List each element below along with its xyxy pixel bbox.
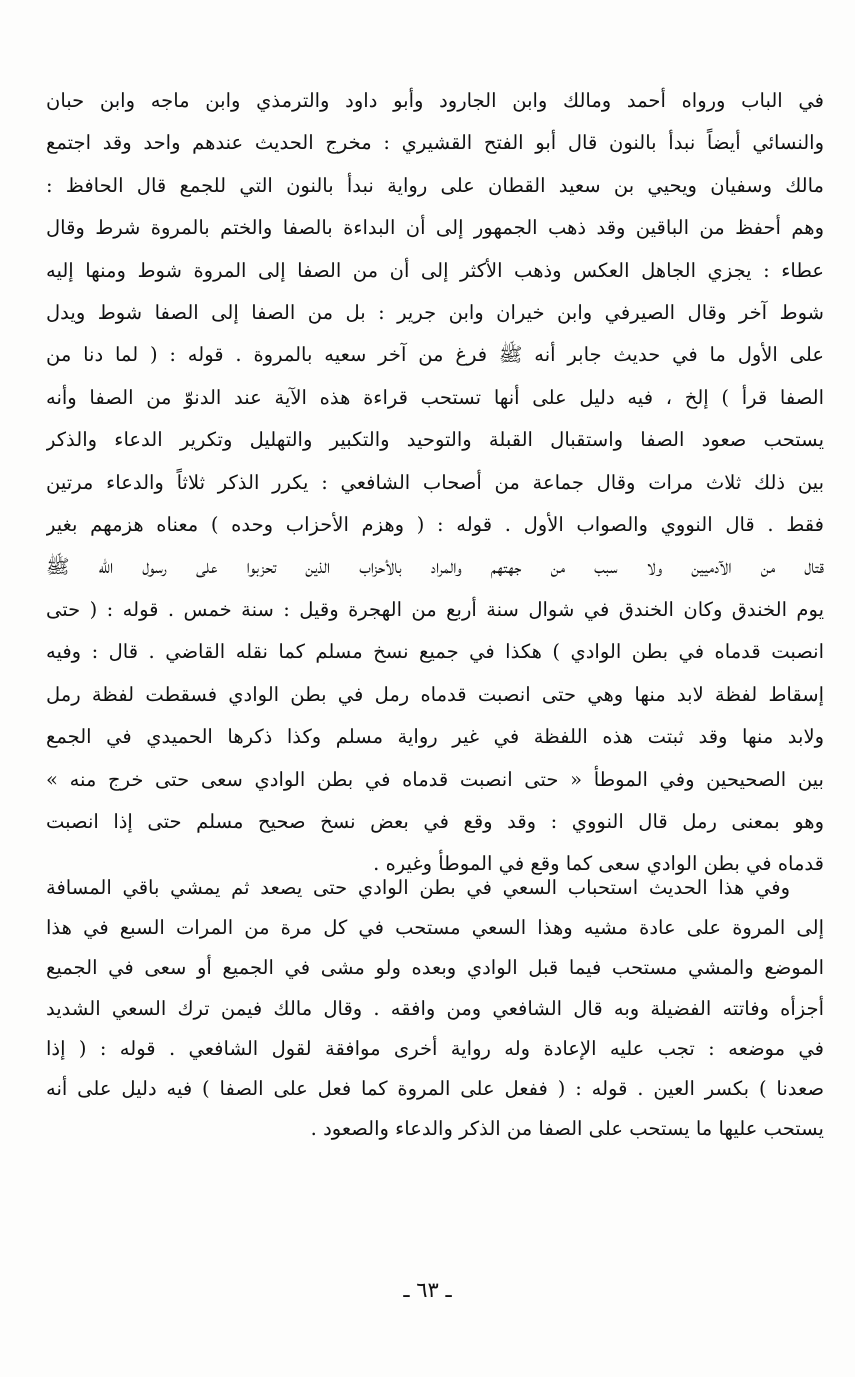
text-line: شوط آخر وقال الصيرفي وابن خيران وابن جرير : بل من الصفا إلى الصفا شوط ويدل	[46, 301, 824, 325]
text-line: يستحب صعود الصفا واستقبال القبلة والتوحيد والتكبير والتهليل وتكرير الدعاء والذكر	[46, 428, 824, 452]
text-line: وفي هذا الحديث استحباب السعي في بطن الوادي حتى يصعد ثم يمشي باقي المسافة	[46, 876, 790, 899]
text-line: ولابد منها وقد ثبتت هذه اللفظة في غير رواية مسلم وكذا ذكرها الحميدي في الجمع	[46, 725, 824, 749]
text-line: بين ذلك ثلاث مرات وقال جماعة من أصحاب الشافعي : يكرر الذكر ثلاثاً والدعاء مرتين	[46, 470, 824, 494]
text-line: والنسائي أيضاً نبدأ بالنون قال أبو الفتح القشيري : مخرج الحديث عندهم واحد وقد اجتمع	[46, 131, 824, 155]
text-line: الموضع والمشي مستحب فيما قبل الوادي وبعده ولو مشى في الجميع أو سعى في الجميع	[46, 956, 824, 980]
text-line: صعدنا ) بكسر العين . قوله : ( ففعل على المروة كما فعل على الصفا ) فيه دليل على أنه	[46, 1077, 824, 1101]
text-line: أجزأه وفاتته الفضيلة وبه قال الشافعي ومن وافقه . وقال مالك فيمن ترك السعي الشديد	[46, 996, 824, 1020]
text-line: بين الصحيحين وفي الموطأ « حتى انصبت قدماه في بطن الوادي سعى حتى خرج منه »	[46, 767, 824, 791]
paragraph-1	[46, 80, 824, 886]
text-line: وهو بمعنى رمل قال النووي : وقد وقع في بعض نسخ صحيح مسلم حتى إذا انصبت	[46, 809, 824, 833]
text-line: إسقاط لفظة لابد منها وهي حتى انصبت قدماه رمل في بطن الوادي فسقطت لفظة رمل	[46, 682, 824, 706]
paragraph-2	[46, 868, 824, 1149]
text-line: على الأول ما في حديث جابر أنه ﷺ فرغ من آخر سعيه بالمروة . قوله : ( لما دنا من	[46, 343, 824, 367]
page-number: ـ ٦٣ ـ	[403, 1278, 452, 1302]
text-line: في موضعه : تجب عليه الإعادة وله رواية أخرى موافقة لقول الشافعي . قوله : ( إذا	[46, 1036, 824, 1060]
text-line: يوم الخندق وكان الخندق في شوال سنة أربع من الهجرة وقيل : سنة خمس . قوله : ( حتى	[46, 597, 824, 621]
text-line: في الباب ورواه أحمد ومالك وابن الجارود وأبو داود والترمذي وابن ماجه وابن حبان	[46, 89, 824, 112]
text-line: الصفا قرأ ) إلخ ، فيه دليل على أنها تستحب قراءة هذه الآية عند الدنوّ من الصفا وأنه	[46, 385, 824, 409]
text-line: مالك وسفيان ويحيي بن سعيد القطان على رواية نبدأ بالنون التي للجمع قال الحافظ :	[46, 173, 824, 197]
text-line: إلى المروة على عادة مشيه وهذا السعي مستحب في كل مرة من المرات السبع في هذا	[46, 916, 824, 940]
text-line: انصبت قدماه في بطن الوادي ) هكذا في جميع نسخ مسلم كما نقله القاضي . قال : وفيه	[46, 640, 824, 664]
text-line: وهم أحفظ من الباقين وقد ذهب الجمهور إلى أن البداءة بالصفا والختم بالمروة شرط وقال	[46, 216, 824, 240]
text-line: قتال من الآدميين ولا سبب من جهتهم والمراد بالأحزاب الذين تحزبوا على رسول الله ﷺ	[46, 555, 824, 579]
text-line: عطاء : يجزي الجاهل العكس وذهب الأكثر إلى أن من الصفا إلى المروة شوط ومنها إليه	[46, 258, 824, 282]
text-line: قدماه في بطن الوادي سعى كما وقع في الموطأ وغيره .	[373, 852, 824, 876]
text-line: يستحب عليها ما يستحب على الصفا من الذكر والدعاء والصعود .	[310, 1117, 824, 1141]
text-line: فقط . قال النووي والصواب الأول . قوله : ( وهزم الأحزاب وحده ) معناه هزمهم بغير	[46, 513, 824, 537]
